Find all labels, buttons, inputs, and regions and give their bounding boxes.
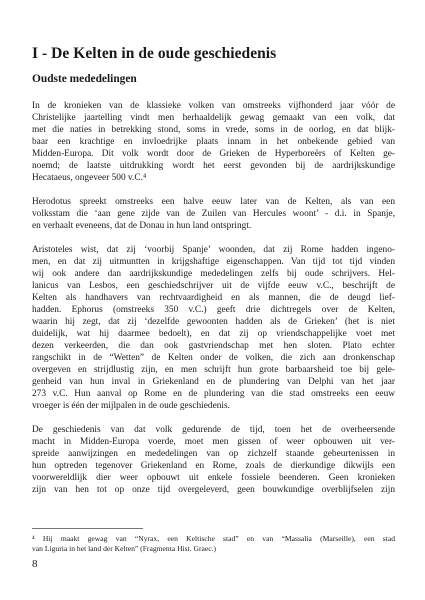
- text-line: De geschiedenis van dat volk gedurende de tijd, toen het de overheersende: [32, 425, 395, 435]
- text-line: noemd; de laatste uitdrukking wordt het eerst gevonden bij de aardrijkskundige: [32, 161, 395, 171]
- text-line: Herodotus spreekt omstreeks een halve eeuw later van de Kelten, als van een: [32, 197, 395, 207]
- text-line: rangschikt in de “Wetten” de Kelten onder de volken, die zich aan dronkenschap: [32, 353, 395, 363]
- footnote-line: ⁴ Hij maakt gewag van “Nyrax, een Keltische stad” en van “Massalia (Marseille), een stad: [32, 534, 395, 543]
- text-line: hun optreden tegenover Griekenland en Rome, zoals de dierkundige dikwijls een: [32, 461, 395, 471]
- text-line: 273 v.C. Hun aanval op Rome en de plundering van die stad omstreeks een eeuw: [32, 389, 395, 399]
- text-line: waarin hij zegt, dat zij ‘dezelfde gewoonten hadden als de Grieken’ (het is niet: [32, 317, 395, 327]
- text-line: vroeger is één der mijlpalen in de oude geschiedenis.: [32, 401, 230, 411]
- text-line: zijn van hen tot op onze tijd overgeleverd, geen bouwkundige overblijfselen zijn: [32, 485, 395, 495]
- text-line: met die naties in betrekking stond, soms in vrede, soms in de oorlog, en dat blijk-: [32, 125, 395, 135]
- chapter-title: I - De Kelten in de oude geschiedenis: [32, 45, 277, 62]
- text-line: men, en dat zij uitmuntten in krijgshaftige eigenschappen. Van tijd tot tijd vinden: [32, 257, 395, 267]
- text-line: dezen verkeerden, die dan ook gastvriendschap met hen sloten. Plato echter: [32, 341, 395, 351]
- text-line: baar een krachtige en invloedrijke plaats innam in het onbekende gebied van: [32, 137, 395, 147]
- text-line: voorwereldlijk dier weer opbouwt uit enkele fossiele beenderen. Geen kronieken: [32, 473, 395, 483]
- text-line: Aristoteles wist, dat zij ‘voorbij Spanje’ woonden, dat zij Rome hadden ingeno-: [32, 245, 395, 255]
- text-line: Hecataeus, ongeveer 500 v.C.⁴: [32, 173, 147, 183]
- text-line: In de kronieken van de klassieke volken van omstreeks vijfhonderd jaar vóór de: [32, 101, 395, 111]
- text-line: lanicus van Lesbos, een geschiedschrijver uit de vijfde eeuw v.C., beschrijft de: [32, 281, 395, 291]
- text-line: wij ook andere dan aardrijkskundige mededelingen zelfs bij oude schrijvers. Hel-: [32, 269, 395, 279]
- text-line: Kelten als handhavers van rechtvaardigheid en als mannen, die de deugd lief-: [32, 293, 395, 303]
- section-title: Oudste mededelingen: [32, 73, 137, 85]
- footnote-divider: [32, 528, 143, 529]
- text-line: Christelijke jaartelling vindt men herhaaldelijk gewag gemaakt van een volk, dat: [32, 113, 395, 123]
- text-line: spreide aanwijzingen en mededelingen van op zichzelf staande gebeurtenissen in: [32, 449, 395, 459]
- text-line: macht in Midden-Europa voerde, moet men gissen of weer opbouwen uit ver-: [32, 437, 395, 447]
- text-line: volksstam die ‘aan gene zijde van de Zuilen van Hercules woont’ - d.i. in Spanje,: [32, 209, 395, 219]
- text-line: overgeven en strijdlustig zijn, en men schrijft hun grote barbaarsheid toe bij gele-: [32, 365, 395, 375]
- text-line: hadden. Ephorus (omstreeks 350 v.C.) geeft drie dichtregels over de Kelten,: [32, 305, 395, 315]
- text-line: Midden-Europa. Dit volk wordt door de Grieken de Hyperboreërs of Kelten ge-: [32, 149, 395, 159]
- page-number: 8: [32, 558, 38, 570]
- text-line: en verhaalt eveneens, dat de Donau in hun land ontspringt.: [32, 221, 252, 231]
- footnote-line: van Liguria in het land der Kelten” (Fragmenta Hist. Graec.): [32, 544, 217, 553]
- text-line: genheid van hun inval in Griekenland en de plundering van Delphi van het jaar: [32, 377, 395, 387]
- text-line: duidelijk, wat hij daarmee bedoelt), en dat zij op vriendschappelijke voet met: [32, 329, 395, 339]
